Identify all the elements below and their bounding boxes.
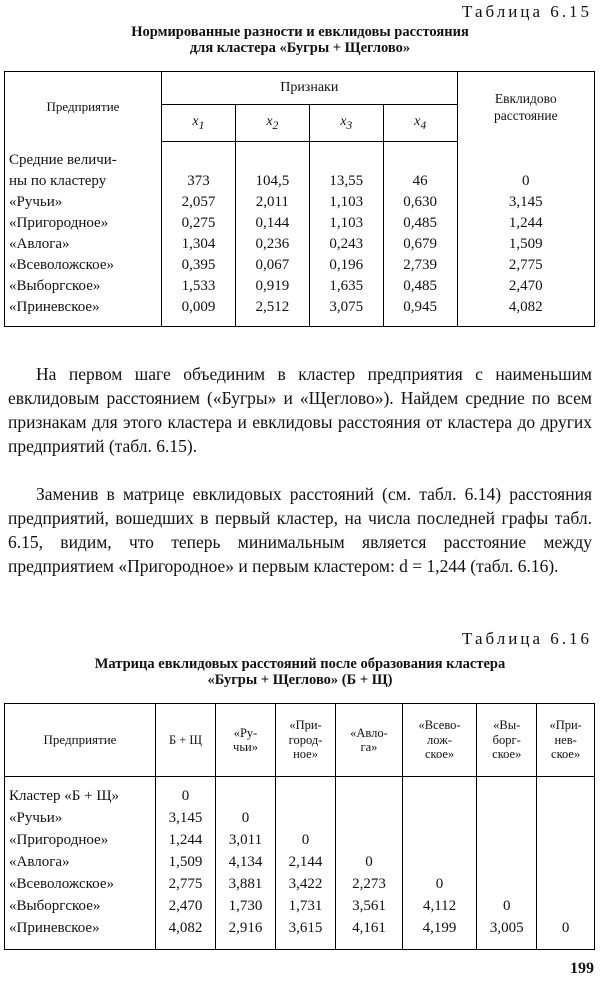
row-label: Средние величи- [5,142,162,172]
table-row [5,142,595,172]
cell: 1,304 [162,234,236,255]
table-6-15-title-line2: для кластера «Бугры + Щеглово» [189,40,411,56]
cell [402,807,476,829]
cell: 0 [336,851,403,873]
cell: 2,512 [235,297,309,327]
cell [162,142,236,172]
header-text: Б + Щ [168,732,203,747]
cell: 3,145 [457,192,594,213]
cell: 1,509 [457,234,594,255]
cell: 0 [402,873,476,895]
cell: 0,395 [162,255,236,276]
table-row [5,297,595,327]
header-text: ское» [492,747,522,762]
header-euclid-line2: расстояние [493,107,558,123]
table-6-16 [4,703,595,950]
cell: 0,275 [162,213,236,234]
table-row [5,192,595,213]
cell [336,777,403,808]
row-label: «Ручьи» [5,192,162,213]
cell: 4,082 [457,297,594,327]
table-6-15 [4,71,595,327]
cell [537,895,595,917]
cell [402,777,476,808]
cell: 2,470 [156,895,216,917]
cell: 13,55 [309,171,383,192]
header-text: «Ру- [233,725,258,740]
row-label: «Приневское» [5,297,162,327]
cell: 2,057 [162,192,236,213]
header-enterprise: Предприятие [5,72,162,142]
cell [537,777,595,808]
row-label: «Пригородное» [5,213,162,234]
table-6-16-title-line1: Матрица евклидовых расстояний после образования кластера [94,656,506,672]
cell: 0 [561,920,570,936]
cell [383,142,457,172]
row-label: «Ручьи» [5,807,156,829]
header-col-bsh [156,704,216,777]
cell: 4,112 [402,895,476,917]
cell [336,829,403,851]
cell: 1,730 [216,895,276,917]
cell [477,807,537,829]
cell: 0,067 [235,255,309,276]
table-row [5,777,595,808]
cell: 2,144 [276,851,336,873]
cell: 3,615 [276,917,336,950]
cell: 2,273 [336,873,403,895]
header-text: «При- [549,718,582,733]
cell: 1,244 [457,213,594,234]
cell: 1,533 [162,276,236,297]
row-label: «Всеволожское» [5,255,162,276]
cell: 2,011 [235,192,309,213]
cell: 0 [216,807,276,829]
cell: 2,775 [156,873,216,895]
cell [336,807,403,829]
header-col-avloga [336,704,403,777]
cell: 2,916 [216,917,276,950]
cell: 0,679 [383,234,457,255]
cell: 0 [156,777,216,808]
table-row [5,255,595,276]
table-row [5,873,595,895]
table-6-15-title [0,24,600,56]
header-text: ское» [551,747,581,762]
header-x2: $x_2$ [235,105,309,142]
cell: 46 [383,171,457,192]
cell: 4,199 [402,917,476,950]
cell [309,142,383,172]
cell: 1,103 [309,192,383,213]
cell: 4,134 [216,851,276,873]
row-label: «Выборгское» [5,276,162,297]
table-row [5,851,595,873]
table-row [5,213,595,234]
table-row [5,276,595,297]
cell: 3,005 [477,917,537,950]
row-label: «Выборгское» [5,895,156,917]
cell [477,851,537,873]
header-x1: $x_1$ [162,105,236,142]
table-row [5,917,595,950]
cell: 1,635 [309,276,383,297]
table-6-16-label: Таблица 6.16 [462,629,592,648]
row-label: «Авлога» [5,851,156,873]
table-6-16-title-line2: «Бугры + Щеглово» (Б + Щ) [207,672,393,688]
cell: 0,919 [235,276,309,297]
header-text: «Всево- [418,718,461,733]
cell: 0,945 [383,297,457,327]
cell [276,807,336,829]
cell: 0,009 [162,297,236,327]
cell [216,777,276,808]
cell: 0,236 [235,234,309,255]
cell: 3,422 [276,873,336,895]
header-euclid-distance [457,72,594,142]
header-text: «Авло- [350,725,388,740]
cell [477,873,537,895]
row-label: «Авлога» [5,234,162,255]
row-label: ны по кластеру [5,171,162,192]
cell: 0,243 [309,234,383,255]
table-row [5,895,595,917]
cell: 104,5 [235,171,309,192]
header-text: лож- [427,732,453,747]
header-text: га» [360,740,378,754]
cell [235,142,309,172]
page-number: 199 [570,960,594,977]
header-text: ское» [424,747,455,762]
cell [537,873,595,895]
row-label: «Пригородное» [5,829,156,851]
cell [537,807,595,829]
cell [457,142,594,172]
cell [402,851,476,873]
cell: 0,144 [235,213,309,234]
paragraph-first-step: На первом шаге объединим в кластер предприятия с наименьшим евклидовым расстоянием («Бугры» и «Щеглово»). Найдем средние по всем признакам для этого кластера и евклидовы расстояния от кластера до других предприятий (табл. 6.15). [8,364,592,456]
table-row [5,829,595,851]
table-row [5,807,595,829]
cell: 1,103 [309,213,383,234]
row-label: Кластер «Б + Щ» [5,777,156,808]
table-6-15-label: Таблица 6.15 [462,2,592,21]
cell: 0,485 [383,276,457,297]
cell: 0,630 [383,192,457,213]
cell: 3,075 [309,297,383,327]
table-6-15-title-line1: Нормированные разности и евклидовы расстояния [131,24,469,40]
row-label: «Приневское» [5,917,156,950]
header-x4: $x_4$ [383,105,457,142]
header-text: чьи» [233,740,258,754]
header-col-prinevskoe [537,704,595,777]
cell: 1,509 [156,851,216,873]
row-label: «Всеволожское» [5,873,156,895]
cell [537,851,595,873]
cell: 3,011 [216,829,276,851]
cell [537,829,595,851]
cell: 2,470 [457,276,594,297]
cell [276,777,336,808]
cell: 373 [162,171,236,192]
header-text: город- [288,732,323,747]
cell: 0 [457,171,594,192]
header-text: «Вы- [493,718,521,733]
header-euclid-line1: Евклидово [494,90,557,106]
header-col-vyborgskoe [477,704,537,777]
cell: 2,739 [383,255,457,276]
cell [477,829,537,851]
header-enterprise: Предприятие [5,704,156,777]
cell: 0,196 [309,255,383,276]
cell [402,829,476,851]
header-col-prigorodnoe [276,704,336,777]
paragraph-matrix-update: Заменив в матрице евклидовых расстояний (см. табл. 6.14) расстояния предприятий, вошедших в первый кластер, на числа последней графы табл. 6.15, видим, что теперь минимальным является расстояние между предприятием «Пригородное» и первым кластером: d = 1,244 (табл. 6.16). [8,484,592,576]
cell: 1,731 [276,895,336,917]
header-col-vsevolozhskoe [402,704,476,777]
header-text: борг- [492,732,521,747]
table-6-16-title [0,656,600,688]
cell: 2,775 [457,255,594,276]
cell [477,777,537,808]
cell: 0 [276,829,336,851]
cell: 1,244 [156,829,216,851]
header-features: Признаки [162,72,458,105]
table-row [5,234,595,255]
cell: 3,561 [336,895,403,917]
header-text: «При- [289,718,322,733]
cell: 3,145 [156,807,216,829]
cell: 0,485 [383,213,457,234]
cell: 3,881 [216,873,276,895]
cell: 4,161 [336,917,403,950]
header-x3: $x_3$ [309,105,383,142]
header-text: ное» [293,747,318,762]
header-col-ruchi [216,704,276,777]
table-row [5,171,595,192]
cell: 0 [477,895,537,917]
cell: 4,082 [156,917,216,950]
header-text: нев- [554,732,577,747]
